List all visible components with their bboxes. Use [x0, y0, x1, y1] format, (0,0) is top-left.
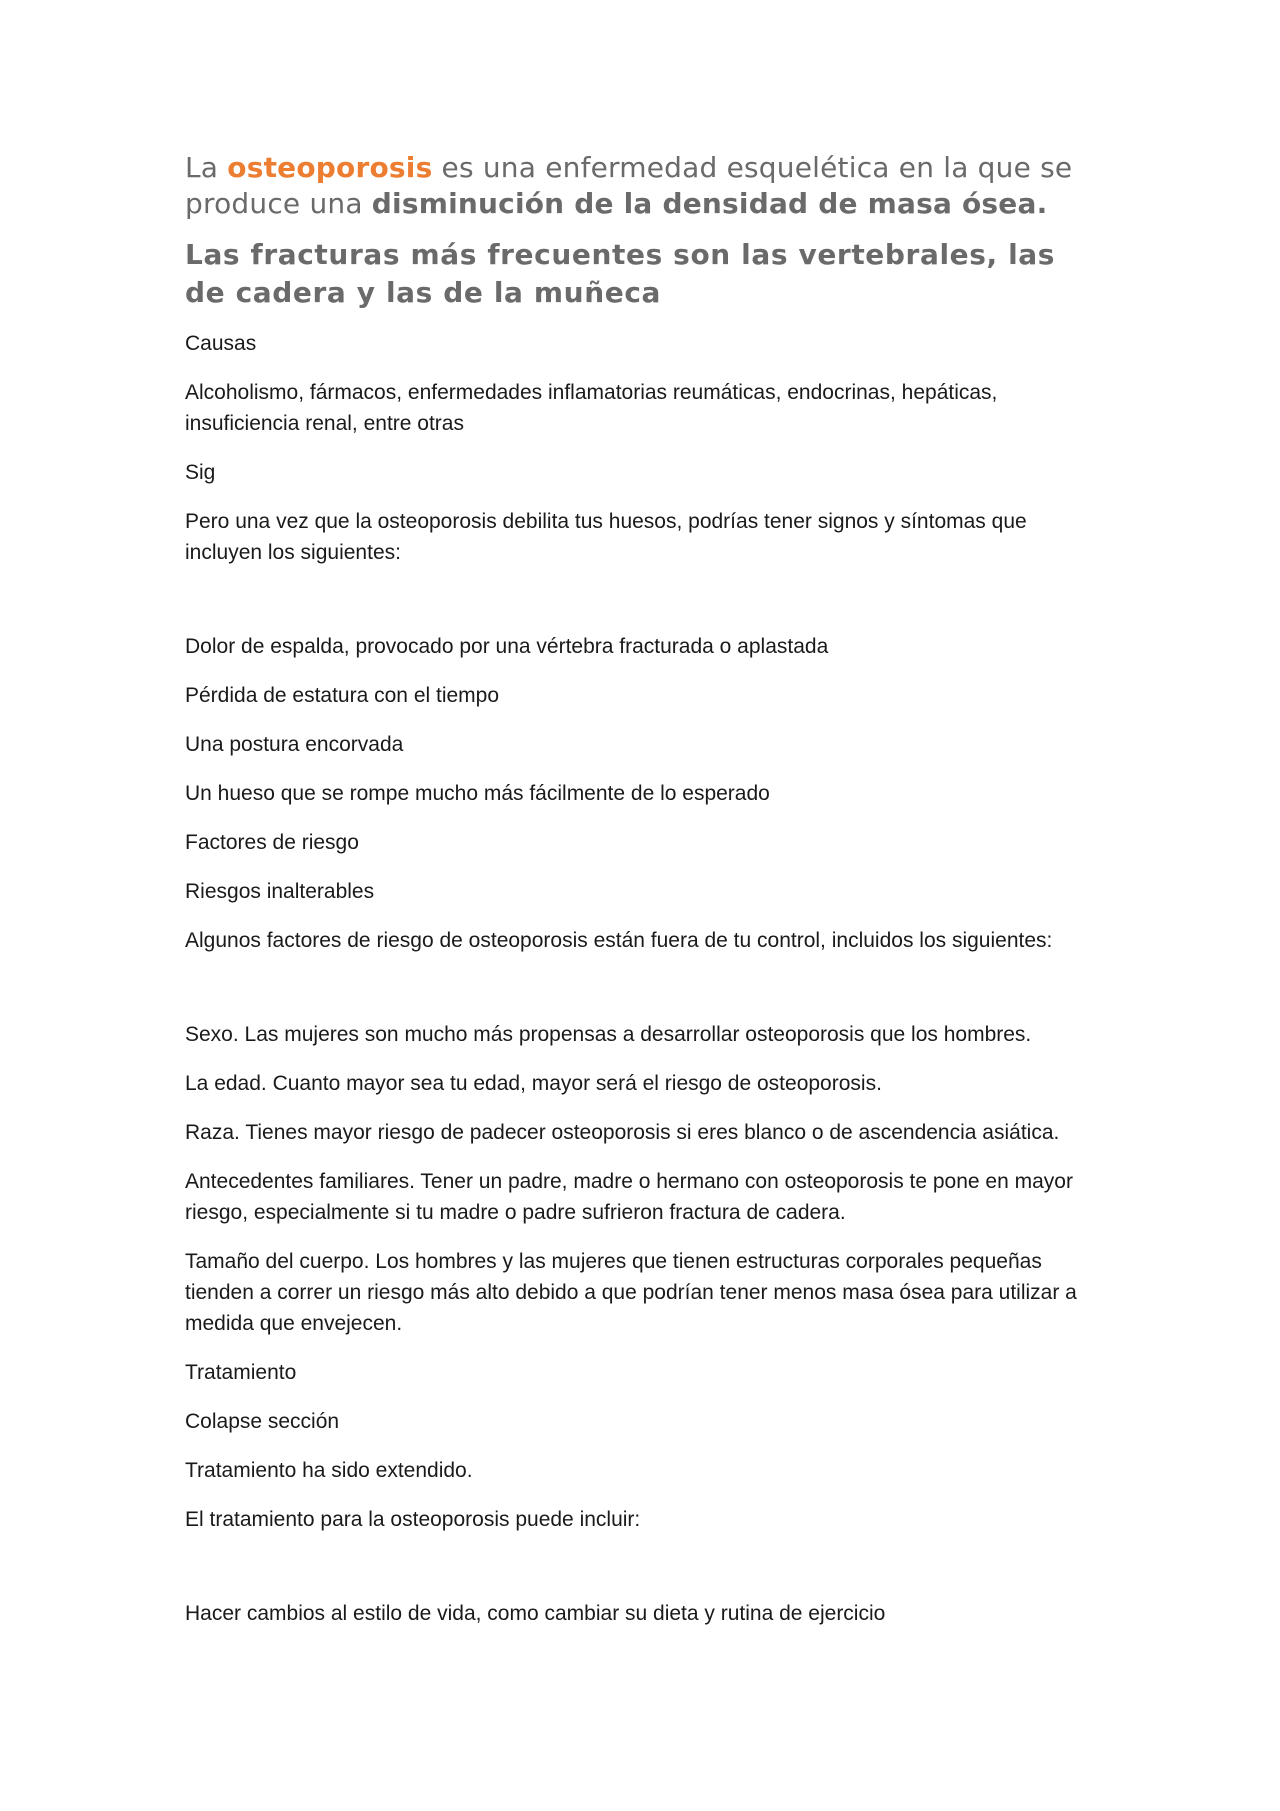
paragraph-riesgo-sexo: Sexo. Las mujeres son mucho más propensas a desarrollar osteoporosis que los hombres. [185, 1023, 1032, 1046]
intro-emphasis: disminución de la densidad de masa ósea. [371, 187, 1048, 220]
paragraph-sintoma-4: Un hueso que se rompe mucho más fácilmente de lo esperado [185, 782, 770, 805]
paragraph-sig: Sig [185, 461, 216, 484]
empty-line [185, 586, 1105, 631]
intro-prefix: La [185, 151, 228, 184]
paragraph-colapse: Colapse sección [185, 1410, 340, 1433]
paragraph-causas-list: Alcoholismo, fármacos, enfermedades inflamatorias reumáticas, endocrinas, hepáticas, insuficiencia renal, entre otras [185, 381, 998, 435]
paragraph-riesgo-edad: La edad. Cuanto mayor sea tu edad, mayor será el riesgo de osteoporosis. [185, 1072, 882, 1095]
paragraph-sintoma-1: Dolor de espalda, provocado por una vértebra fracturada o aplastada [185, 635, 829, 658]
paragraph-causas: Causas [185, 332, 257, 355]
paragraph-riesgo-tamano: Tamaño del cuerpo. Los hombres y las mujeres que tienen estructuras corporales pequeñas tienden a correr un riesgo más alto debido a que podrían tener menos masa ósea para utilizar a medida que envejecen. [185, 1250, 1077, 1335]
paragraph-tratamiento-intro: El tratamiento para la osteoporosis puede incluir: [185, 1508, 641, 1531]
paragraph-riesgo-raza: Raza. Tienes mayor riesgo de padecer osteoporosis si eres blanco o de ascendencia asiática. [185, 1121, 1060, 1144]
intro-paragraph [185, 150, 1105, 222]
empty-line [185, 1553, 1105, 1598]
paragraph-riesgos-intro: Algunos factores de riesgo de osteoporosis están fuera de tu control, incluidos los siguientes: [185, 929, 1053, 952]
paragraph-tratamiento-1: Hacer cambios al estilo de vida, como cambiar su dieta y rutina de ejercicio [185, 1602, 886, 1625]
paragraph-riesgo-antecedentes: Antecedentes familiares. Tener un padre, madre o hermano con osteoporosis te pone en mayor riesgo, especialmente si tu madre o padre sufrieron fractura de cadera. [185, 1170, 1073, 1224]
paragraph-factores: Factores de riesgo [185, 831, 359, 854]
document-body [185, 150, 1105, 1647]
paragraph-signos-intro: Pero una vez que la osteoporosis debilita tus huesos, podrías tener signos y síntomas que incluyen los siguientes: [185, 510, 1027, 564]
empty-line [185, 974, 1105, 1019]
paragraph-sintoma-2: Pérdida de estatura con el tiempo [185, 684, 500, 707]
paragraph-tratamiento-extendido: Tratamiento ha sido extendido. [185, 1459, 473, 1482]
subtitle-heading: Las fracturas más frecuentes son las vertebrales, las de cadera y las de la muñeca [185, 238, 1056, 309]
paragraph-riesgos-inalterables: Riesgos inalterables [185, 880, 375, 903]
paragraph-sintoma-3: Una postura encorvada [185, 733, 404, 756]
paragraph-tratamiento: Tratamiento [185, 1361, 297, 1384]
intro-middle: es una enfermedad esquelética en la que se produce una [185, 151, 1073, 220]
intro-highlight: osteoporosis [227, 151, 433, 184]
